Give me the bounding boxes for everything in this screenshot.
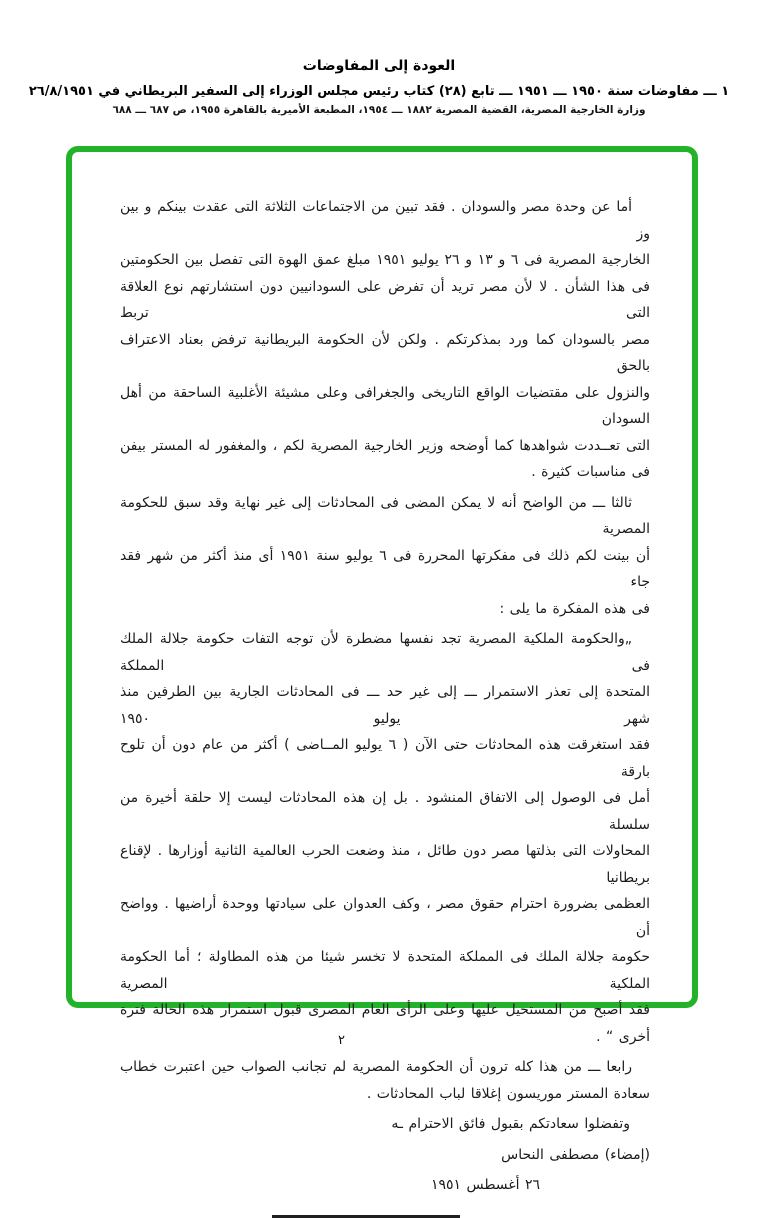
text-line: المتحدة إلى تعذر الاستمرار ـــ إلى غير حد ـــ فى المحادثات الجارية بين الطرفين منذ شهر يوليو ١٩٥٠ xyxy=(120,684,650,727)
text-line: التى تعــددت شواهدها كما أوضحه وزير الخارجية المصرية لكم ، والمغفور له المستر بيفن xyxy=(120,437,650,454)
text-line: ٢٦ أغسطس ١٩٥١ xyxy=(430,1177,540,1193)
text-line: فقد أصبح من المستحيل عليها وعلى الرأى العام المصرى قبول استمرار هذه الحالة فترة أخرى “ . xyxy=(120,1002,650,1045)
text-line: فى هذا الشأن . لا لأن مصر تريد أن تفرض على السودانيين دون استشارتهم نوع العلاقة التى تربط xyxy=(120,278,650,321)
text-line: العظمى بضرورة احترام حقوق مصر ، وكف العدوان على سيادتها ووحدة أراضيها . وواضح أن xyxy=(120,896,650,939)
document-heading: ١ ـــ مفاوضات سنة ١٩٥٠ ـــ ١٩٥١ ـــ تابع (٢٨) كتاب رئيس مجلس الوزراء إلى السفير البريطاني في ٢٦/٨/١٩٥١ xyxy=(28,84,730,99)
text-line: أمل فى الوصول إلى الاتفاق المنشود . بل إن هذه المحادثات ليست إلا حلقة أخيرة من سلسلة xyxy=(120,790,650,833)
text-line: حكومة جلالة الملك فى المملكة المتحدة لا تخسر شيئا من هذه المطاولة ؛ أما الحكومة الملكية المصرية xyxy=(120,949,650,992)
text-line: (إمضاء) مصطفى النحاس xyxy=(501,1146,650,1163)
document-scan-frame xyxy=(66,146,698,1193)
paragraph xyxy=(120,626,650,1050)
text-line: رابعا ـــ من هذا كله ترون أن الحكومة المصرية لم تجانب الصواب حين اعتبرت خطاب xyxy=(120,1059,632,1075)
paragraph xyxy=(120,1172,650,1199)
paragraph xyxy=(120,490,650,623)
text-line: „والحكومة الملكية المصرية تجد نفسها مضطرة لأن توجه التفات حكومة جلالة الملك فى المملكة xyxy=(120,631,650,674)
end-of-letter-divider xyxy=(272,1215,460,1218)
source-citation: وزارة الخارجية المصرية، القضية المصرية ١٨٨٢ ـــ ١٩٥٤، المطبعة الأميرية بالقاهرة ١٩٥٥، ص ٦٨٧ ـــ ٦٨٨ xyxy=(112,104,646,116)
paragraph xyxy=(120,1111,650,1138)
section-title: العودة إلى المفاوضات xyxy=(302,58,456,74)
text-line: الخارجية المصرية فى ٦ و ١٣ و ٢٦ يوليو ١٩٥١ مبلغ عمق الهوة التى تفصل بين الحكومتين xyxy=(120,252,650,268)
text-line: وتفضلوا سعادتكم بقبول فائق الاحترام ـه xyxy=(391,1116,630,1132)
paragraph xyxy=(120,1142,650,1169)
text-line: سعادة المستر موريسون إغلاقا لباب المحادثات . xyxy=(366,1085,650,1102)
page-number: ٢ xyxy=(338,1033,345,1048)
text-line: فى مناسبات كثيرة . xyxy=(531,464,650,480)
text-line: ثالثا ـــ من الواضح أنه لا يمكن المضى فى المحادثات إلى غير نهاية وقد سبق للحكومة المصرية xyxy=(120,494,650,537)
text-line: أما عن وحدة مصر والسودان . فقد تبين من الاجتماعات الثلاثة التى عقدت بينكم و بين وز xyxy=(120,199,650,242)
text-line: والنزول على مقتضيات الواقع التاريخى والجغرافى وعلى مشيئة الأغلبية الساحقة من أهل السودان xyxy=(120,384,650,427)
text-line: فقد استغرقت هذه المحادثات حتى الآن ( ٦ يوليو المــاضى ) أكثر من عام دون أن تلوح بارقة xyxy=(120,737,650,780)
paragraph xyxy=(120,194,650,486)
paragraph xyxy=(120,1054,650,1107)
text-line: فى هذه المفكرة ما يلى : xyxy=(499,600,650,617)
text-line: المحاولات التى بذلتها مصر دون طائل ، منذ وضعت الحرب العالمية الثانية أوزارها . لإقناع بريطانيا xyxy=(120,843,650,886)
document-paragraphs xyxy=(72,152,692,1199)
text-line: مصر بالسودان كما ورد بمذكرتكم . ولكن لأن الحكومة البريطانية ترفض بعناد الاعتراف بالحق xyxy=(120,331,650,374)
text-line: أن بينت لكم ذلك فى مفكرتها المحررة فى ٦ يوليو سنة ١٩٥١ أى منذ أكثر من شهر فقد جاء xyxy=(120,547,650,590)
page-header xyxy=(0,0,758,116)
